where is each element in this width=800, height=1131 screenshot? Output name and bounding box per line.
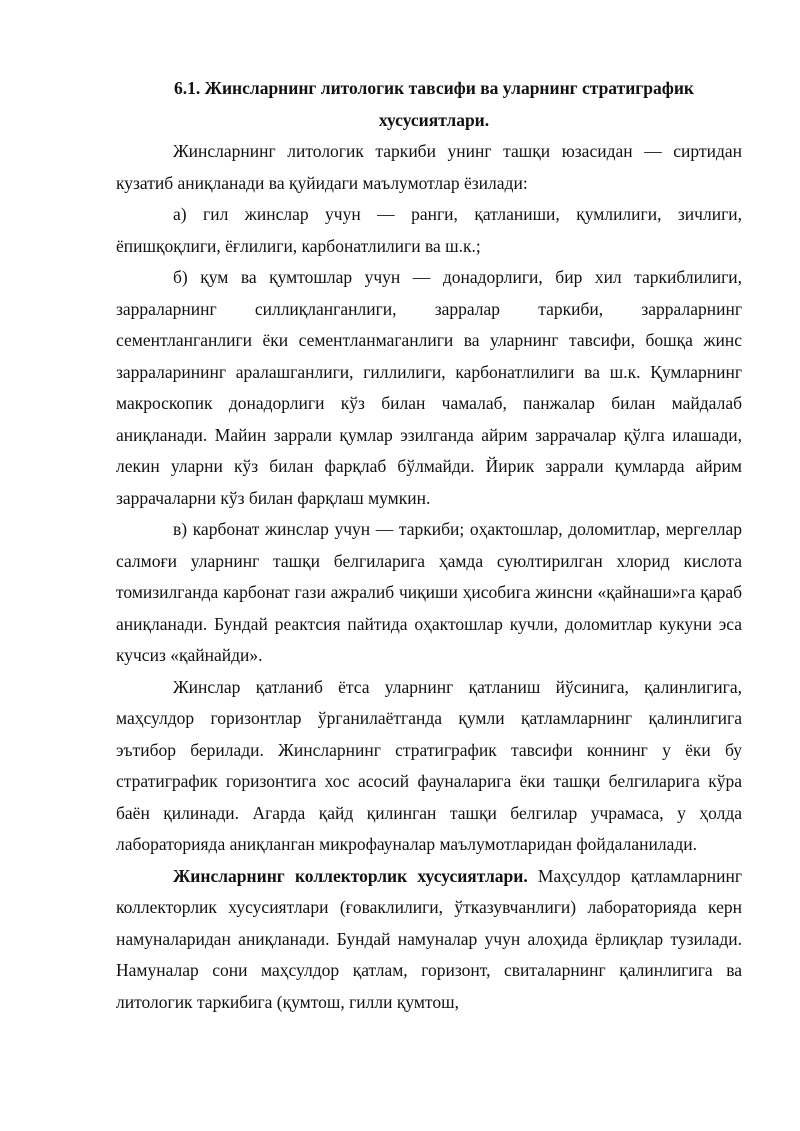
- section-heading: 6.1. Жинсларнинг литологик тавсифи ва уларнинг стратиграфик хусусиятлари.: [174, 78, 694, 130]
- paragraph-sand: б) қум ва қумтошлар учун — донадорлиги, бир хил таркиблилиги, зарраларнинг силлиқланганлиги, зарралар таркиби, зарраларнинг сементланганлиги ёки сементланмаганлиги ва уларнинг тавсифи, бошқа жинс зарраларининг аралашганлиги, гиллилиги, карбонатлилиги ва ш.к. Қумларнинг макроскопик донадорлиги кўз билан чамалаб, панжалар билан майдалаб аниқланади. Майин заррали қумлар эзилганда айрим заррачалар қўлга илашади, лекин уларни кўз билан фарқлаб бўлмайди. Йирик заррали қумларда айрим заррачаларни кўз билан фарқлаш мумкин.: [116, 267, 742, 508]
- document-body: [116, 72, 742, 1018]
- reservoir-text: Маҳсулдор қатламларнинг коллекторлик хусусиятлари (ғоваклилиги, ўтказувчанлиги) лабораторияда керн намуналаридан аниқланади. Бундай намуналар учун алоҳида ёрлиқлар тузилади. Намуналар сони маҳсулдор қатлам, горизонт, свиталарнинг қалинлигига ва литологик таркибига (қумтош, гилли қумтош,: [116, 865, 742, 1012]
- paragraph-clay: а) гил жинслар учун — ранги, қатланиши, қумлилиги, зичлиги, ёпишқоқлиги, ёғлилиги, карбонатлилиги ва ш.к.;: [116, 204, 742, 256]
- paragraph-stratigraphy: Жинслар қатланиб ётса уларнинг қатланиш йўсинига, қалинлигига, маҳсулдор горизонтлар ўрганилаётганда қумли қатламларнинг қалинлигига эътибор берилади. Жинсларнинг стратиграфик тавсифи коннинг у ёки бу стратиграфик горизонтига хос асосий фауналарига ёки ташқи белгиларига кўра баён қилинади. Агарда қайд қилинган ташқи белгилар учрамаса, у ҳолда лабораторияда аниқланган микрофауналар маълумотларидан фойдаланилади.: [116, 676, 742, 854]
- reservoir-heading: Жинсларнинг коллекторлик хусусиятлари.: [173, 865, 528, 886]
- paragraph-reservoir: [116, 861, 742, 1019]
- paragraph-carbonate: в) карбонат жинслар учун — таркиби; оҳактошлар, доломитлар, мергеллар салмоғи уларнинг ташқи белгиларига ҳамда суюлтирилган хлорид кислота томизилганда карбонат гази ажралиб чиқиши ҳисобига жинсни «қайнаши»га қараб аниқланади. Бундай реактсия пайтида оҳактошлар кучли, доломитлар кукуни эса кучсиз «қайнайди».: [116, 519, 742, 665]
- paragraph-intro: Жинсларнинг литологик таркиби унинг ташқи юзасидан — сиртидан кузатиб аниқланади ва қуйидаги маълумотлар ёзилади:: [116, 141, 742, 193]
